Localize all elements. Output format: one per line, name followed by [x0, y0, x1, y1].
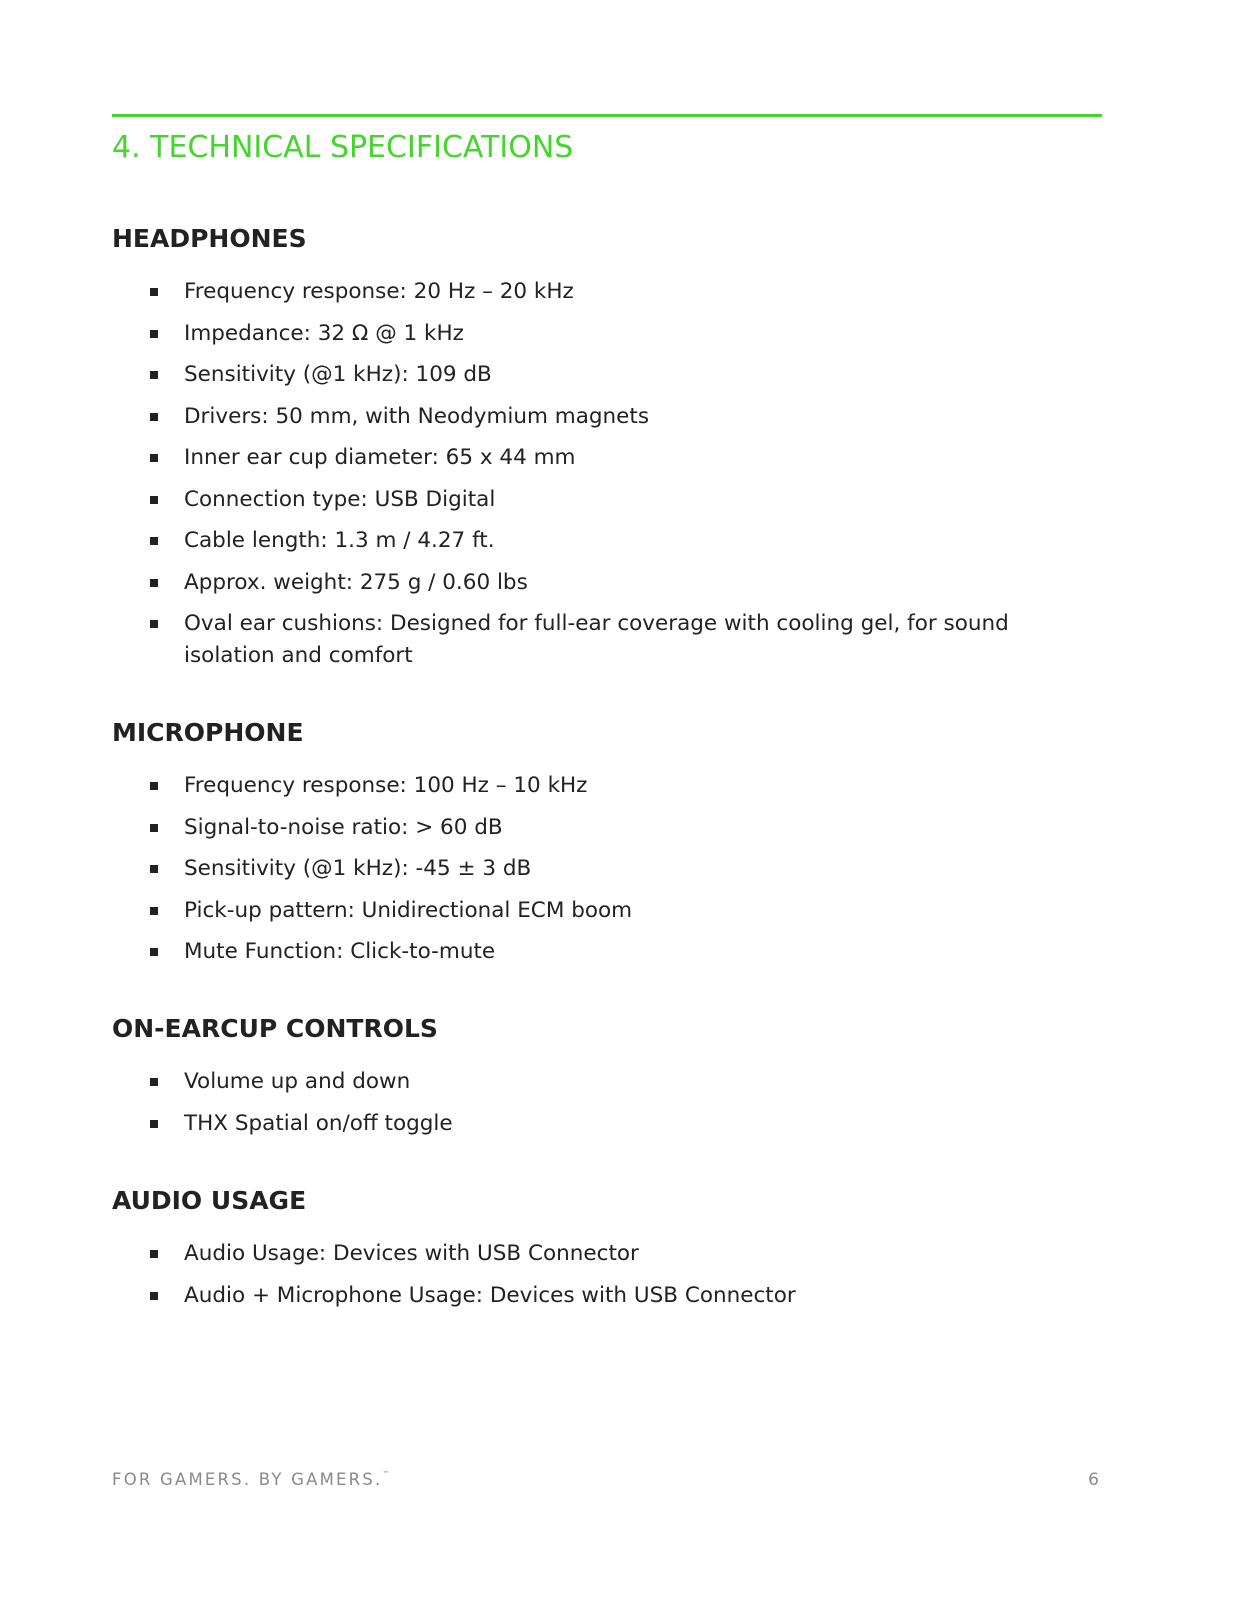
spec-list	[112, 770, 1102, 968]
square-bullet-icon	[150, 537, 158, 545]
spec-list	[112, 1238, 1102, 1312]
section-microphone	[112, 718, 1102, 968]
section-audio-usage	[112, 1186, 1102, 1312]
square-bullet-icon	[150, 330, 158, 338]
square-bullet-icon	[150, 454, 158, 462]
list-item: Signal-to-noise ratio: > 60 dB	[112, 812, 1102, 844]
square-bullet-icon	[150, 1250, 158, 1258]
square-bullet-icon	[150, 371, 158, 379]
list-item: Approx. weight: 275 g / 0.60 lbs	[112, 567, 1102, 599]
square-bullet-icon	[150, 782, 158, 790]
square-bullet-icon	[150, 288, 158, 296]
list-item: Connection type: USB Digital	[112, 484, 1102, 516]
square-bullet-icon	[150, 496, 158, 504]
list-item: Mute Function: Click-to-mute	[112, 936, 1102, 968]
square-bullet-icon	[150, 948, 158, 956]
list-item: Sensitivity (@1 kHz): 109 dB	[112, 359, 1102, 391]
square-bullet-icon	[150, 1078, 158, 1086]
trademark-symbol: ™	[382, 1470, 390, 1478]
footer-slogan: FOR GAMERS. BY GAMERS.™	[112, 1470, 390, 1489]
list-item: Inner ear cup diameter: 65 x 44 mm	[112, 442, 1102, 474]
list-item: Frequency response: 20 Hz – 20 kHz	[112, 276, 1102, 308]
page-title: 4. TECHNICAL SPECIFICATIONS	[112, 130, 574, 165]
square-bullet-icon	[150, 865, 158, 873]
section-heading: ON-EARCUP CONTROLS	[112, 1014, 438, 1043]
list-item: Audio + Microphone Usage: Devices with USB Connector	[112, 1280, 1102, 1312]
square-bullet-icon	[150, 1120, 158, 1128]
square-bullet-icon	[150, 907, 158, 915]
section-heading: HEADPHONES	[112, 224, 307, 253]
list-item: Frequency response: 100 Hz – 10 kHz	[112, 770, 1102, 802]
square-bullet-icon	[150, 620, 158, 628]
list-item: Oval ear cushions: Designed for full-ear coverage with cooling gel, for sound isolation and comfort	[112, 608, 1102, 672]
list-item: Audio Usage: Devices with USB Connector	[112, 1238, 1102, 1270]
square-bullet-icon	[150, 1292, 158, 1300]
header-rule	[112, 114, 1102, 117]
section-on-earcup-controls	[112, 1014, 1102, 1140]
list-item: Drivers: 50 mm, with Neodymium magnets	[112, 401, 1102, 433]
square-bullet-icon	[150, 824, 158, 832]
list-item: Sensitivity (@1 kHz): -45 ± 3 dB	[112, 853, 1102, 885]
section-headphones	[112, 224, 1102, 672]
page-number: 6	[1088, 1470, 1099, 1490]
list-item: Pick-up pattern: Unidirectional ECM boom	[112, 895, 1102, 927]
section-heading: MICROPHONE	[112, 718, 304, 747]
list-item: Impedance: 32 Ω @ 1 kHz	[112, 318, 1102, 350]
list-item: Cable length: 1.3 m / 4.27 ft.	[112, 525, 1102, 557]
list-item: THX Spatial on/off toggle	[112, 1108, 1102, 1140]
spec-list	[112, 276, 1102, 672]
list-item: Volume up and down	[112, 1066, 1102, 1098]
section-heading: AUDIO USAGE	[112, 1186, 307, 1215]
square-bullet-icon	[150, 579, 158, 587]
spec-list	[112, 1066, 1102, 1140]
square-bullet-icon	[150, 413, 158, 421]
